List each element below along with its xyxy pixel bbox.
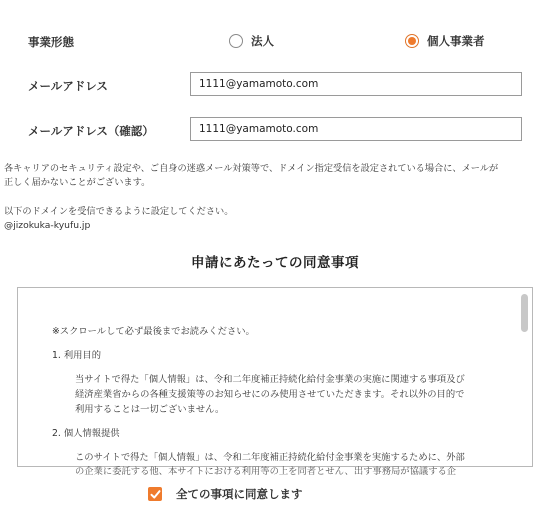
scroll-note: ※スクロールして必ず最後までお読みください。	[52, 326, 255, 337]
email-field[interactable]: 1111@yamamoto.com	[190, 72, 522, 96]
section1-line1: 当サイトで得た「個人情報」は、令和二年度補正持続化給付金事業の実施に関連する事項及び	[75, 374, 465, 385]
radio-corporation-label: 法人	[251, 34, 274, 48]
business-type-label: 事業形態	[28, 35, 74, 49]
agreement-scrollbar[interactable]	[521, 294, 528, 332]
notice-line2: 正しく届かないことがございます。	[4, 177, 151, 188]
email-confirm-label: メールアドレス（確認）	[28, 124, 154, 138]
agree-all-checkbox[interactable]	[148, 487, 162, 501]
radio-corporation[interactable]	[229, 33, 274, 49]
radio-sole-proprietor-circle[interactable]	[405, 34, 419, 48]
section2-line2: の企業に委託する他、本サイトにおける利用等の上を同者とせん、出す事務局が協議する企	[75, 466, 457, 477]
agreement-heading: 申請にあたっての同意事項	[191, 255, 359, 271]
notice-line1: 各キャリアのセキュリティ設定や、ご自身の迷惑メール対策等で、ドメイン指定受信を設定されている場合に、メールが	[4, 163, 499, 174]
radio-sole-proprietor-label: 個人事業者	[427, 34, 485, 48]
agree-all-label: 全ての事項に同意します	[176, 487, 303, 501]
email-confirm-field[interactable]: 1111@yamamoto.com	[190, 117, 522, 141]
section1-line2: 経済産業省からの各種支援策等のお知らせにのみ使用させていただきます。それ以外の目的で	[75, 389, 465, 400]
agreement-scroll-box[interactable]	[17, 287, 533, 477]
section1-line3: 利用することは一切ございません。	[75, 404, 225, 415]
section2-line1: このサイトで得た「個人情報」は、令和二年度補正持続化給付金事業を実施するために、外部	[75, 452, 465, 463]
agree-all-checkbox-row[interactable]	[148, 486, 303, 502]
radio-sole-proprietor[interactable]	[405, 33, 485, 49]
notice-line3: 以下のドメインを受信できるように設定してください。	[4, 206, 234, 217]
radio-corporation-circle[interactable]	[229, 34, 243, 48]
notice-domain: @jizokuka-kyufu.jp	[4, 220, 91, 231]
check-icon	[150, 489, 161, 500]
agreement-content	[18, 288, 514, 477]
section1-title: 1. 利用目的	[52, 350, 102, 361]
section2-title: 2. 個人情報提供	[52, 428, 120, 439]
email-label: メールアドレス	[28, 79, 108, 93]
